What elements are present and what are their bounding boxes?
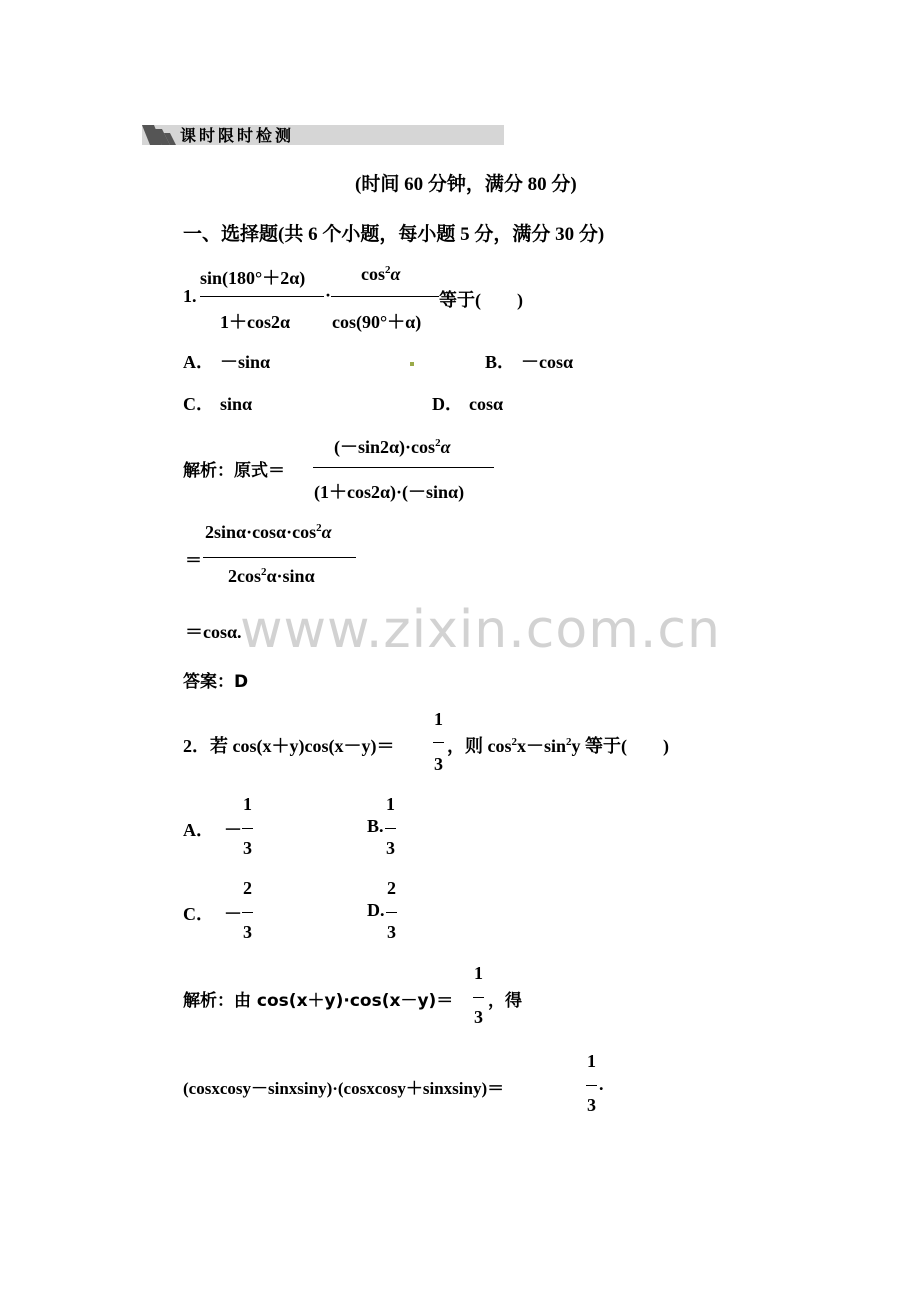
q2-solution-frac-num: 1 xyxy=(474,963,483,983)
q2-option-d-bar xyxy=(386,912,397,913)
q1-answer: 答案：D xyxy=(183,672,249,692)
option-b-text: －cosα xyxy=(521,352,574,372)
q1-option-c xyxy=(183,390,252,416)
section-title: 课时限时检测 xyxy=(180,126,295,145)
q2-solution-frac-bar xyxy=(473,997,484,998)
q2-solution-frac-den: 3 xyxy=(474,1007,483,1027)
q2-option-c-bar xyxy=(242,912,253,913)
q2-option-d-den: 3 xyxy=(387,922,396,942)
time-info: (时间 60 分钟，满分 80 分) xyxy=(355,174,577,195)
q2-line2-frac-num: 1 xyxy=(587,1051,596,1071)
q2-solution-line2: (cosxcosy－sinxsiny)·(cosxcosy＋sinxsiny)＝ xyxy=(183,1079,505,1098)
q1-step1-denominator: (1＋cos2α)·(－sinα) xyxy=(314,482,465,502)
q1-eq-sign: ＝ xyxy=(185,551,202,571)
q1-frac1-bar xyxy=(200,296,324,297)
q2-option-d: D. xyxy=(367,900,385,920)
q2-option-b-bar xyxy=(385,828,396,829)
q1-option-a xyxy=(183,348,270,374)
q2-option-a: A． － xyxy=(183,820,242,840)
q1-frac2-denominator: cos(90°＋α) xyxy=(332,312,422,332)
watermark: www.zixin.com.cn xyxy=(240,600,721,660)
q2-solution-a: 解析：由 cos(x＋y)·cos(x－y)＝ xyxy=(183,991,454,1011)
q2-option-a-bar xyxy=(242,828,253,829)
q2-option-b-den: 3 xyxy=(386,838,395,858)
q1-frac1-numerator: sin(180°＋2α) xyxy=(200,268,306,288)
q1-option-b xyxy=(485,348,573,374)
option-d-text: cosα xyxy=(469,394,504,414)
q1-step2-bar xyxy=(203,557,356,558)
q2-option-c-den: 3 xyxy=(243,922,252,942)
q1-step2-denominator: $2\cos^2\alpha\cdot\sin\alpha$ xyxy=(228,566,315,586)
q1-frac2-bar xyxy=(331,296,439,297)
q2-stem-a: 2．若 cos(x＋y)cos(x－y)＝ xyxy=(183,736,395,756)
q2-stem-frac-num: 1 xyxy=(434,709,443,729)
q2-option-a-den: 3 xyxy=(243,838,252,858)
q1-option-d xyxy=(432,390,503,416)
option-a-label: A． xyxy=(183,352,214,372)
q1-frac1-denominator: 1＋cos2α xyxy=(220,312,291,332)
q1-step1-bar xyxy=(313,467,494,468)
q2-line2-frac-den: 3 xyxy=(587,1095,596,1115)
q1-tail: 等于( ) xyxy=(439,290,523,310)
stray-dot xyxy=(410,362,414,366)
q2-option-b: B. xyxy=(367,816,384,836)
q2-option-c-num: 2 xyxy=(243,878,252,898)
q1-frac2-numerator: $\cos^2\alpha$ xyxy=(361,264,401,284)
q2-line2-end: . xyxy=(599,1074,604,1094)
q1-dot: · xyxy=(325,285,332,305)
q2-solution-b: ，得 xyxy=(488,991,522,1011)
q1-step2-numerator: $2\sin\alpha\cdot\cos\alpha\cdot\cos^2\alpha$ xyxy=(205,522,332,542)
option-c-text: sinα xyxy=(220,394,253,414)
q1-step3: ＝cosα. xyxy=(185,622,242,642)
q2-option-a-num: 1 xyxy=(243,794,252,814)
q2-stem-b: ，则 $\cos^2x-\sin^2y$ 等于( ) xyxy=(447,736,670,756)
q2-stem-frac-den: 3 xyxy=(434,754,443,774)
option-b-label: B． xyxy=(485,352,516,372)
q2-stem-frac-bar xyxy=(433,742,444,743)
q2-option-c: C． － xyxy=(183,904,242,924)
q2-line2-frac-bar xyxy=(586,1085,597,1086)
q1-solution-label: 解析：原式＝ xyxy=(183,461,285,481)
q1-number: 1. xyxy=(183,286,197,306)
q2-option-d-num: 2 xyxy=(387,878,396,898)
option-a-text: －sinα xyxy=(220,352,271,372)
section-heading: 一、选择题(共 6 个小题，每小题 5 分，满分 30 分) xyxy=(183,224,605,245)
option-c-label: C． xyxy=(183,394,214,414)
q2-option-b-num: 1 xyxy=(386,794,395,814)
q1-step1-numerator: $(-\sin 2\alpha)\cdot\cos^2\alpha$ xyxy=(334,437,451,457)
option-d-label: D． xyxy=(432,394,463,414)
